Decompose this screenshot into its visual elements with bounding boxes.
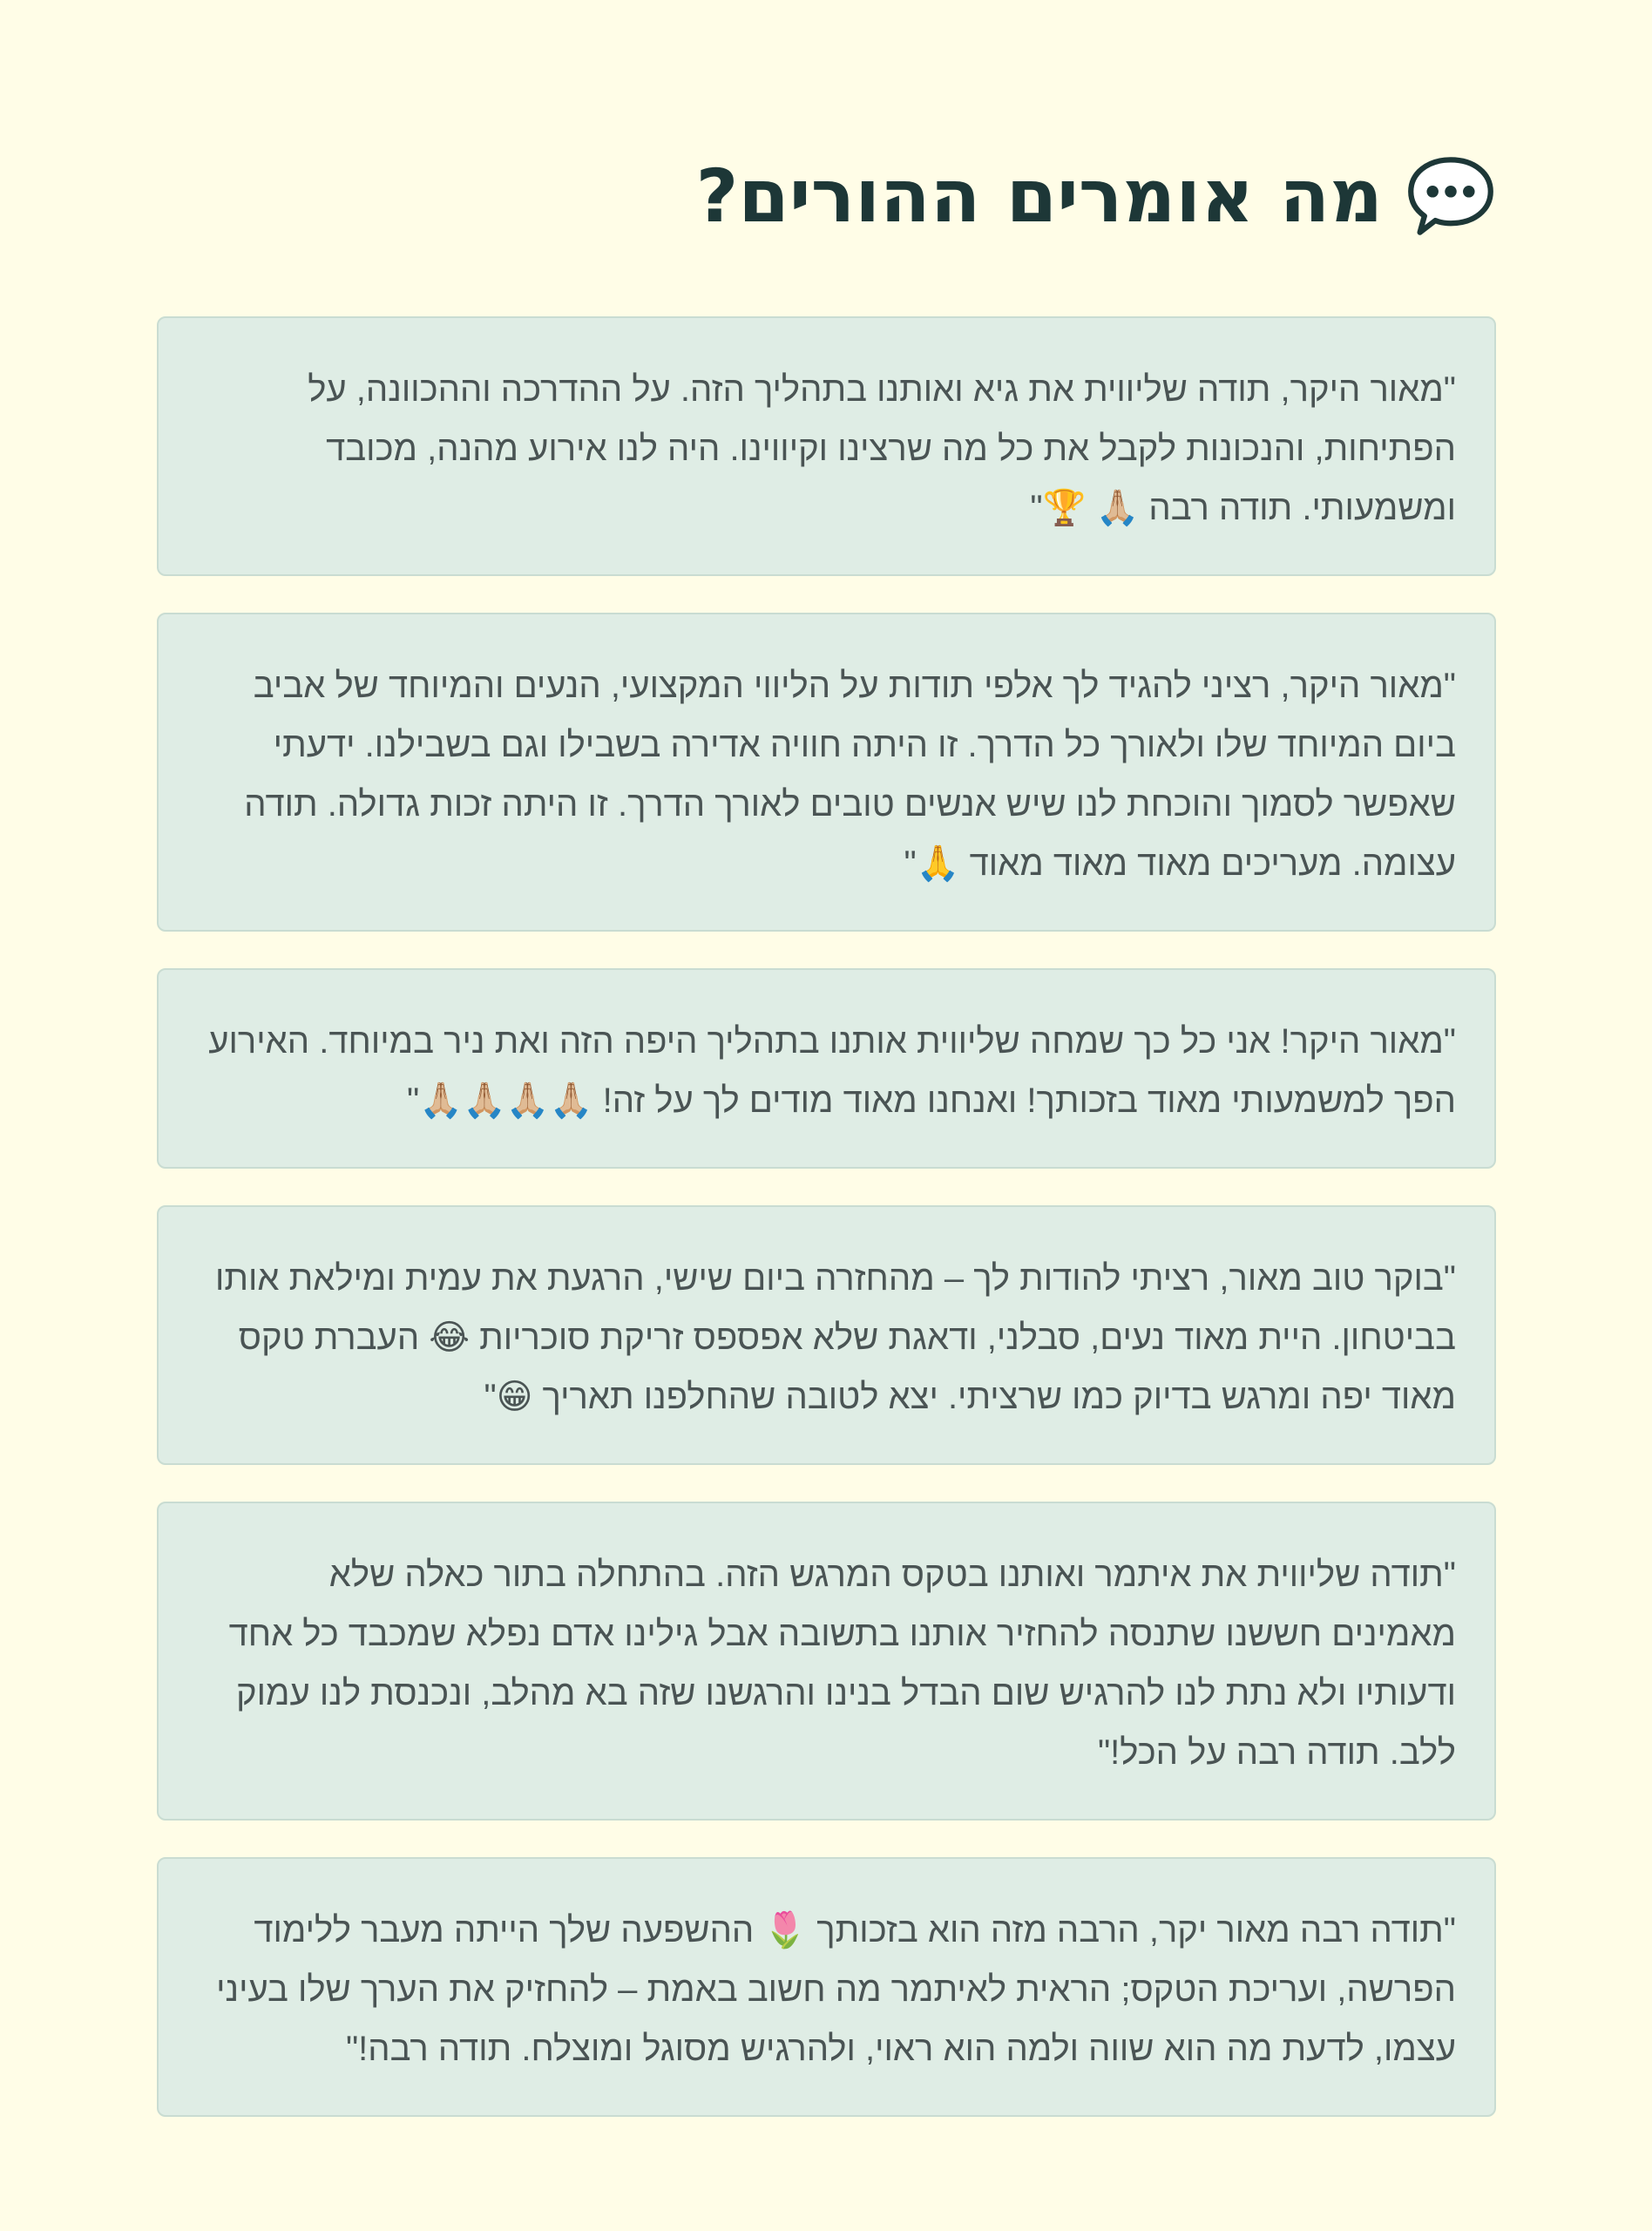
testimonial-text: "מאור היקר! אני כל כך שמחה שליווית אותנו בתהליך היפה הזה ואת ניר במיוחד. האירוע הפך למשמעותי מאוד בזכותך! ואנחנו מאוד מודים לך על זה! 🙏🏼🙏🏼🙏🏼🙏🏼" xyxy=(208,1022,1456,1120)
testimonial-card xyxy=(157,968,1496,1169)
testimonial-text: "מאור היקר, תודה שליווית את גיא ואותנו בתהליך הזה. על ההדרכה וההכוונה, על הפתיחות, והנכונות לקבל את כל מה שרצינו וקיווינו. היה לנו אירוע מהנה, מכובד ומשמעותי. תודה רבה 🙏🏼 🏆" xyxy=(308,370,1456,527)
testimonial-card xyxy=(157,613,1496,932)
section-title-text: מה אומרים ההורים? xyxy=(695,153,1383,239)
testimonials-list xyxy=(157,316,1496,2153)
testimonial-card xyxy=(157,1205,1496,1465)
section-title xyxy=(696,148,1496,244)
testimonial-card xyxy=(157,1502,1496,1821)
testimonial-card xyxy=(157,316,1496,576)
testimonial-card xyxy=(157,1857,1496,2117)
testimonial-text: "תודה שליווית את איתמר ואותנו בטקס המרגש הזה. בהתחלה בתור כאלה שלא מאמינים חששנו שתנסה להחזיר אותנו בתשובה אבל גילינו אדם נפלא שמכבד כל אחד ודעותיו ולא נתת לנו להרגיש שום הבדל בנינו והרגשנו שזה בא מהלב, ונכנסת לנו עמוק ללב. תודה רבה על הכל!" xyxy=(228,1556,1456,1772)
testimonial-text: "מאור היקר, רציני להגיד לך אלפי תודות על הליווי המקצועי, הנעים והמיוחד של אביב ביום המיוחד שלו ולאורך כל הדרך. זו היתה חוויה אדירה בשבילו וגם בשבילנו. ידעתי שאפשר לסמוך והוכחת לנו שיש אנשים טובים לאורך הדרך. זו היתה זכות גדולה. תודה עצומה. מעריכים מאוד מאוד מאוד 🙏" xyxy=(244,667,1456,883)
testimonial-text: "בוקר טוב מאור, רציתי להודות לך – מהחזרה ביום שישי, הרגעת את עמית ומילאת אותו בביטחון. היית מאוד נעים, סבלני, ודאגת שלא אפספס זריקת סוכריות 😂 העברת טקס מאוד יפה ומרגש בדיוק כמו שרציתי. יצא לטובה שהחלפנו תאריך 😁" xyxy=(214,1259,1456,1416)
speech-balloon-icon xyxy=(1405,151,1496,241)
testimonial-text: "תודה רבה מאור יקר, הרבה מזה הוא בזכותך 🌷 ההשפעה שלך הייתה מעבר ללימוד הפרשה, ועריכת הטקס; הראית לאיתמר מה חשוב באמת – להחזיק את הערך שלו בעיני עצמו, לדעת מה הוא שווה ולמה הוא ראוי, ולהרגיש מסוגל ומוצלח. תודה רבה!" xyxy=(216,1911,1456,2068)
